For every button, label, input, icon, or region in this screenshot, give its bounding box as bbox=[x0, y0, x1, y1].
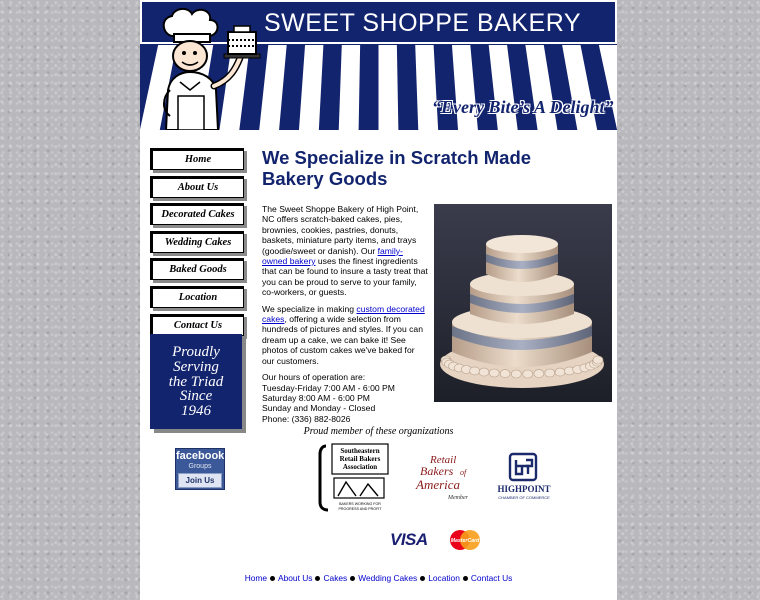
since-line: Proudly bbox=[172, 344, 220, 360]
nav-contact-us[interactable]: Contact Us bbox=[150, 314, 244, 336]
nav-baked-goods[interactable]: Baked Goods bbox=[150, 258, 244, 280]
bullet-icon bbox=[270, 576, 275, 581]
site-title: SWEET SHOPPE BAKERY bbox=[264, 9, 582, 37]
nav-decorated-cakes[interactable]: Decorated Cakes bbox=[150, 203, 244, 225]
hours-block bbox=[262, 372, 428, 424]
srba-tagline: BAKERS WORKING FOR bbox=[339, 502, 381, 506]
intro-paragraph-1 bbox=[262, 204, 428, 298]
highpoint-chamber-logo bbox=[492, 452, 556, 504]
since-line: Serving bbox=[173, 358, 219, 375]
footer-location-link[interactable]: Location bbox=[428, 573, 460, 583]
srba-logo bbox=[316, 440, 392, 514]
facebook-groups-label: Groups bbox=[188, 463, 212, 470]
srba-name-line: Retail Bakers bbox=[339, 455, 381, 463]
footer-home-link[interactable]: Home bbox=[244, 573, 268, 583]
visa-logo: VISA bbox=[390, 530, 428, 549]
rba-word: Retail bbox=[430, 454, 457, 466]
intro-paragraph-2 bbox=[262, 304, 428, 366]
since-1946-badge bbox=[150, 334, 242, 429]
footer-cakes-link[interactable]: Cakes bbox=[323, 573, 348, 583]
site-header bbox=[140, 0, 617, 130]
hours-line: Our hours of operation are: bbox=[262, 372, 366, 383]
p2-text: We specialize in making bbox=[262, 303, 357, 314]
chef-mascot-icon bbox=[144, 6, 264, 130]
since-line: Since bbox=[179, 388, 213, 405]
srba-tagline: PROGRESS AND PROFIT bbox=[338, 507, 382, 511]
p1-text: The Sweet Shoppe Bakery of High Point, NC offers scratch-baked cakes, pies, brownies, cookies, pastries, donuts, baskets, miniature party items, and trays (goodie/sweet or danish). Our bbox=[262, 204, 419, 256]
since-line: 1946 bbox=[181, 403, 211, 420]
hours-line: Saturday 8:00 AM - 6:00 PM bbox=[262, 392, 370, 403]
intro-text bbox=[262, 204, 428, 424]
rba-word: America bbox=[416, 477, 461, 492]
bullet-icon bbox=[420, 576, 425, 581]
custom-decorated-cakes-link[interactable]: custom decorated cakes bbox=[262, 303, 425, 325]
family-owned-bakery-link[interactable]: family-owned bakery bbox=[262, 245, 403, 267]
srba-name-line: Southeastern bbox=[340, 447, 380, 455]
page-headline: We Specialize in Scratch Made Bakery Goods bbox=[262, 147, 532, 189]
nav-location[interactable]: Location bbox=[150, 286, 244, 308]
facebook-join-button[interactable] bbox=[175, 448, 225, 490]
hours-line: Tuesday-Friday 7:00 AM - 6:00 PM bbox=[262, 382, 395, 393]
srba-name-line: Association bbox=[342, 463, 378, 471]
hp-name: HIGHPOINT bbox=[497, 484, 551, 494]
p2-text-after: , offering a wide selection from hundreds of pictures and styles. If you can dream up a cake, we can bake it! See photos of custom cakes we've baked for our customers. bbox=[262, 314, 423, 366]
side-navigation bbox=[150, 148, 245, 341]
page-container bbox=[140, 0, 617, 600]
p1-text-after: uses the finest ingredients that can be found to insure a tasty treat that you can be proud to serve to your family, co-workers, or guests. bbox=[262, 256, 428, 298]
hours-line: Sunday and Monday - Closed bbox=[262, 403, 376, 414]
bullet-icon bbox=[350, 576, 355, 581]
facebook-name: facebook bbox=[176, 450, 225, 462]
since-line: the Triad bbox=[168, 373, 224, 390]
mastercard-label: MasterCard bbox=[450, 538, 480, 544]
rba-word: of bbox=[460, 468, 467, 477]
mastercard-logo bbox=[447, 528, 483, 552]
retail-bakers-of-america-logo bbox=[408, 452, 478, 504]
nav-about-us[interactable]: About Us bbox=[150, 176, 244, 198]
phone-line: Phone: (336) 882-8026 bbox=[262, 413, 351, 424]
wedding-cake-photo bbox=[434, 204, 612, 402]
footer-about-link[interactable]: About Us bbox=[278, 573, 313, 583]
footer-contact-link[interactable]: Contact Us bbox=[470, 573, 513, 583]
footer-wedding-cakes-link[interactable]: Wedding Cakes bbox=[358, 573, 418, 583]
bullet-icon bbox=[463, 576, 468, 581]
nav-wedding-cakes[interactable]: Wedding Cakes bbox=[150, 231, 244, 253]
footer-nav bbox=[140, 573, 617, 583]
bullet-icon bbox=[315, 576, 320, 581]
member-caption: Proud member of these organizations bbox=[303, 426, 454, 437]
slogan: “Every Bite’s A Delight” bbox=[432, 97, 614, 117]
rba-member-label: Member bbox=[448, 495, 468, 501]
rba-word: Bakers bbox=[420, 464, 454, 478]
nav-home[interactable]: Home bbox=[150, 148, 244, 170]
facebook-join-label: Join Us bbox=[178, 473, 222, 488]
hp-sub: CHAMBER OF COMMERCE bbox=[498, 495, 550, 500]
